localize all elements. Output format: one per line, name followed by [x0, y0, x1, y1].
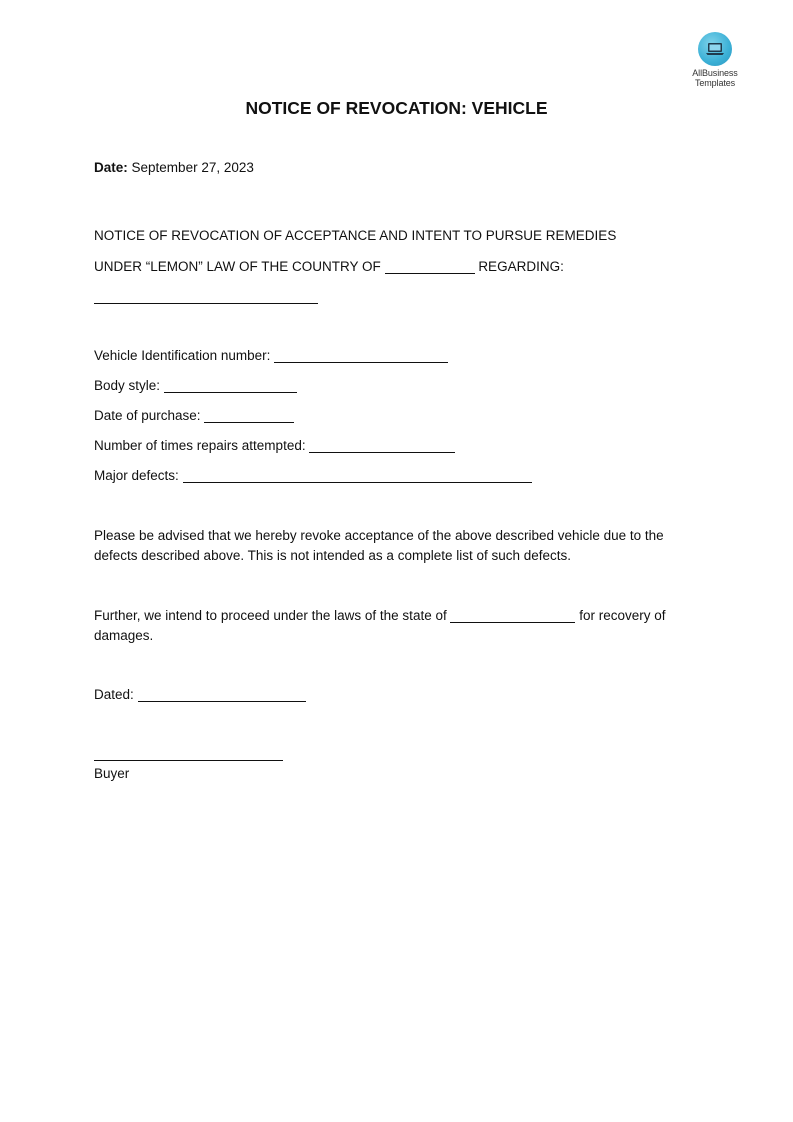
vin-field [94, 345, 448, 365]
heading-line-2-pre: UNDER “LEMON” LAW OF THE COUNTRY OF [94, 259, 381, 274]
remedies-paragraph [94, 605, 694, 645]
purchase-date-field [94, 405, 294, 425]
dated-field [94, 684, 306, 704]
signature-line[interactable] [94, 760, 283, 761]
revocation-paragraph: Please be advised that we hereby revoke acceptance of the above described vehicle due to the defects described above. This is not intended as a complete list of such defects. [94, 528, 664, 563]
defects-field [94, 465, 532, 485]
state-blank[interactable] [450, 608, 575, 623]
repairs-field [94, 435, 455, 455]
purchase-date-label: Date of purchase: [94, 408, 201, 423]
date-value: September 27, 2023 [131, 160, 254, 175]
defects-blank[interactable] [183, 468, 532, 483]
vin-blank[interactable] [274, 348, 448, 363]
allbusiness-logo [683, 32, 747, 88]
remedies-pre: Further, we intend to proceed under the laws of the state of [94, 608, 447, 623]
regarding-blank[interactable] [94, 289, 318, 304]
regarding-line [94, 286, 318, 306]
dated-blank[interactable] [138, 687, 306, 702]
document-title: NOTICE OF REVOCATION: VEHICLE [245, 98, 548, 118]
defects-label: Major defects: [94, 468, 179, 483]
heading-line-1: NOTICE OF REVOCATION OF ACCEPTANCE AND INTENT TO PURSUE REMEDIES [94, 228, 617, 243]
vin-label: Vehicle Identification number: [94, 348, 271, 363]
country-blank[interactable] [385, 259, 475, 274]
signature-label: Buyer [94, 766, 130, 781]
date-line [94, 158, 254, 177]
repairs-label: Number of times repairs attempted: [94, 438, 306, 453]
dated-label: Dated: [94, 687, 134, 702]
heading-line-2-post: REGARDING: [478, 259, 564, 274]
logo-text-line1: AllBusiness [692, 68, 738, 78]
repairs-blank[interactable] [309, 438, 455, 453]
heading-line-2 [94, 256, 564, 276]
body-style-blank[interactable] [164, 378, 297, 393]
laptop-icon [698, 32, 732, 66]
date-label: Date: [94, 160, 128, 175]
body-style-label: Body style: [94, 378, 161, 393]
remedies-post: for recovery of damages. [94, 608, 666, 643]
body-style-field [94, 375, 297, 395]
purchase-date-blank[interactable] [204, 408, 294, 423]
logo-text-line2: Templates [694, 78, 736, 88]
